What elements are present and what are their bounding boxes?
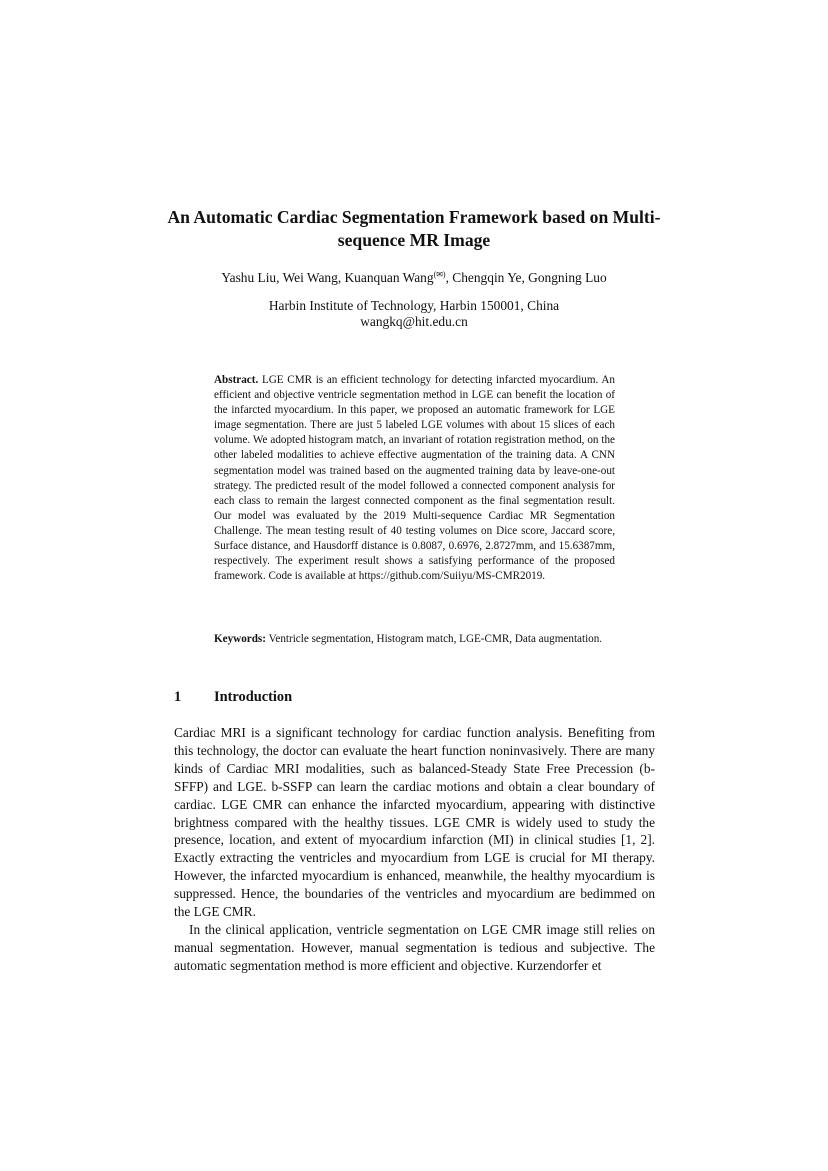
paragraph: Cardiac MRI is a significant technology for cardiac function analysis. Benefiting from this technology, the doctor can evaluate the heart function noninvasively. There are many kinds of Cardiac MRI modalities, such as balanced-Steady State Free Precession (b-SFFP) and LGE. b-SSFP can learn the cardiac motions and obtain a clear boundary of cardiac. LGE CMR can enhance the infarcted myocardium, appearing with distinctive brightness compared with the healthy tissues. LGE CMR is widely used to study the presence, location, and extent of myocardium infarction (MI) in clinical studies [1, 2]. Exactly extracting the ventricles and myocardium from LGE is crucial for MI therapy. However, the infarcted myocardium is enhanced, meanwhile, the healthy myocardium is suppressed. Hence, the boundaries of the ventricles and myocardium are bedimmed on the LGE CMR. <box>174 725 655 920</box>
authors-before-corresponding: Yashu Liu, Wei Wang, Kuanquan Wang <box>221 270 434 285</box>
abstract-text: LGE CMR is an efficient technology for detecting infarcted myocardium. An efficient and objective ventricle segmentation method in LGE can benefit the location of the infarcted myocardium. In this paper, we proposed an automatic framework for LGE image segmentation. There are just 5 labeled LGE volumes with about 15 slices of each volume. We adopted histogram match, an invariant of rotation registration method, on the other labeled modalities to achieve effective augmentation of the training data. A CNN segmentation model was trained based on the augmented training data by leave-one-out strategy. The predicted result of the model followed a connected component analysis for each class to remain the largest connected component as the final segmentation result. Our model was evaluated by the 2019 Multi-sequence Cardiac MR Segmentation Challenge. The mean testing result of 40 testing volumes on Dice score, Jaccard score, Surface distance, and Hausdorff distance is 0.8087, 0.6976, 2.8727mm, and 15.6387mm, respectively. The experiment result shows a satisfying performance of the proposed framework. Code is available at https://github.com/Suiiyu/MS-CMR2019. <box>214 374 615 583</box>
section-number: 1 <box>174 689 182 705</box>
paper-title: An Automatic Cardiac Segmentation Framework based on Multi-sequence MR Image <box>167 207 661 250</box>
author-email: wangkq@hit.edu.cn <box>360 314 468 329</box>
paragraph: In the clinical application, ventricle segmentation on LGE CMR image still relies on manual segmentation. However, manual segmentation is tedious and subjective. The automatic segmentation method is more efficient and objective. Kurzendorfer et <box>174 921 655 973</box>
keywords-text: Ventricle segmentation, Histogram match, LGE-CMR, Data augmentation. <box>268 633 603 645</box>
envelope-icon: (✉) <box>433 270 446 279</box>
abstract <box>214 373 615 584</box>
affiliation: Harbin Institute of Technology, Harbin 150001, China <box>268 298 560 313</box>
abstract-label: Abstract. <box>214 374 259 386</box>
keywords <box>214 632 615 647</box>
section-title: Introduction <box>214 689 293 705</box>
keywords-label: Keywords: <box>214 633 266 645</box>
author-list <box>100 266 728 286</box>
affiliation-block <box>100 298 728 330</box>
authors-after-corresponding: , Chengqin Ye, Gongning Luo <box>445 270 607 285</box>
introduction-body <box>174 724 655 975</box>
section-heading <box>174 688 292 706</box>
